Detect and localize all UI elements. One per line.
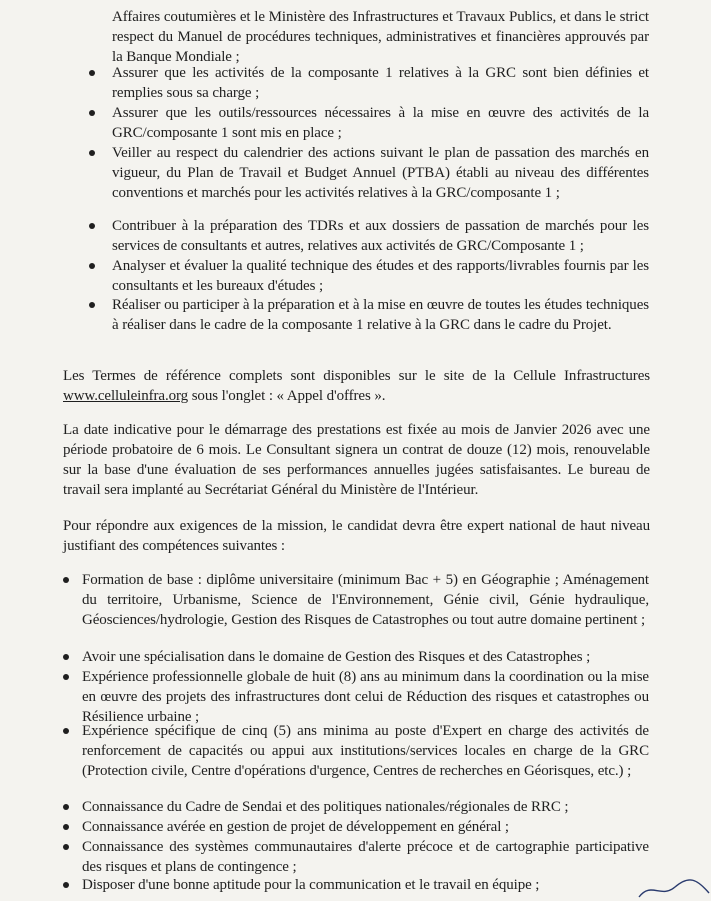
task-item: Assurer que les activités de la composante 1 relatives à la GRC sont bien définies et remplies sous sa charge ;: [112, 65, 649, 101]
tdr-text-end: sous l'onglet : « Appel d'offres ».: [188, 388, 386, 404]
requirement-item: Expérience professionnelle globale de huit (8) ans au minimum dans la coordination ou la mise en œuvre des projets des infrastructures dont celui de Réduction des risques et catastrophes ou Résilience urbaine ;: [82, 669, 649, 725]
bullet-dot: [89, 263, 95, 269]
bullet-dot: [63, 674, 69, 680]
task-item: Contribuer à la préparation des TDRs et aux dossiers de passation de marchés pour les services de consultants et autres, relatives aux activités de GRC/Composante 1 ;: [112, 218, 649, 254]
requirement-item: Disposer d'une bonne aptitude pour la communication et le travail en équipe ;: [82, 877, 540, 893]
bullet-dot: [63, 882, 69, 888]
requirement-item: Connaissance avérée en gestion de projet de développement en général ;: [82, 819, 509, 835]
requirement-item: Avoir une spécialisation dans le domaine de Gestion des Risques et des Catastrophes ;: [82, 649, 591, 665]
requirement-item: Connaissance des systèmes communautaires d'alerte précoce et de cartographie participative des risques et plans de contingence ;: [82, 839, 649, 875]
bullet-dot: [63, 728, 69, 734]
bullet-dot: [63, 824, 69, 830]
website-link[interactable]: www.celluleinfra.org: [63, 388, 189, 404]
tdr-text: Les Termes de référence complets sont disponibles sur le site de la Cellule Infrastructures: [63, 368, 650, 384]
bullet-dot: [63, 577, 69, 583]
bullet-dot: [89, 110, 95, 116]
signature-mark: [631, 871, 711, 901]
bullet-dot: [63, 804, 69, 810]
task-item: Analyser et évaluer la qualité technique des études et des rapports/livrables fournis par les consultants et les bureaux d'études ;: [112, 258, 649, 294]
requirement-item: Formation de base : diplôme universitaire (minimum Bac + 5) en Géographie ; Aménagement du territoire, Urbanisme, Science de l'Environnement, Génie civil, Génie hydraulique, Géosciences/hydrologie, Gestion des Risques de Catastrophes ou tout autre domaine pertinent ;: [82, 572, 649, 628]
intro-paragraph: Affaires coutumières et le Ministère des Infrastructures et Travaux Publics, et dans le strict respect du Manuel de procédures techniques, administratives et financières approuvés par la Banque Mondiale ;: [112, 9, 649, 65]
bullet-dot: [63, 654, 69, 660]
task-item: Assurer que les outils/ressources nécessaires à la mise en œuvre des activités de la GRC/composante 1 sont mis en place ;: [112, 105, 649, 141]
requirement-item: Expérience spécifique de cinq (5) ans minima au poste d'Expert en charge des activités de renforcement de capacités ou appui aux institutions/services locales en charge de la GRC (Protection civile, Centre d'opérations d'urgence, Centres de recherches en Géorisques, etc.) ;: [82, 723, 649, 779]
bullet-dot: [89, 150, 95, 156]
bullet-dot: [89, 70, 95, 76]
requirements-intro: Pour répondre aux exigences de la mission, le candidat devra être expert national de haut niveau justifiant des compétences suivantes :: [63, 518, 650, 554]
bullet-dot: [89, 302, 95, 308]
requirement-item: Connaissance du Cadre de Sendai et des politiques nationales/régionales de RRC ;: [82, 799, 569, 815]
tdr-paragraph: [63, 366, 650, 406]
task-item: Veiller au respect du calendrier des actions suivant le plan de passation des marchés en vigueur, du Plan de Travail et Budget Annuel (PTBA) établi au niveau des différentes conventions et marchés pour les activités relatives à la GRC/composante 1 ;: [112, 145, 649, 201]
bullet-dot: [63, 844, 69, 850]
bullet-dot: [89, 223, 95, 229]
start-paragraph: La date indicative pour le démarrage des prestations est fixée au mois de Janvier 2026 avec une période probatoire de 6 mois. Le Consultant signera un contrat de douze (12) mois, renouvelable sur la base d'une évaluation de ses performances annuelles jugées satisfaisantes. Le bureau de travail sera implanté au Secrétariat Général du Ministère de l'Intérieur.: [63, 422, 650, 498]
task-item: Réaliser ou participer à la préparation et à la mise en œuvre de toutes les études techniques à réaliser dans le cadre de la composante 1 relative à la GRC dans le cadre du Projet.: [112, 297, 649, 333]
